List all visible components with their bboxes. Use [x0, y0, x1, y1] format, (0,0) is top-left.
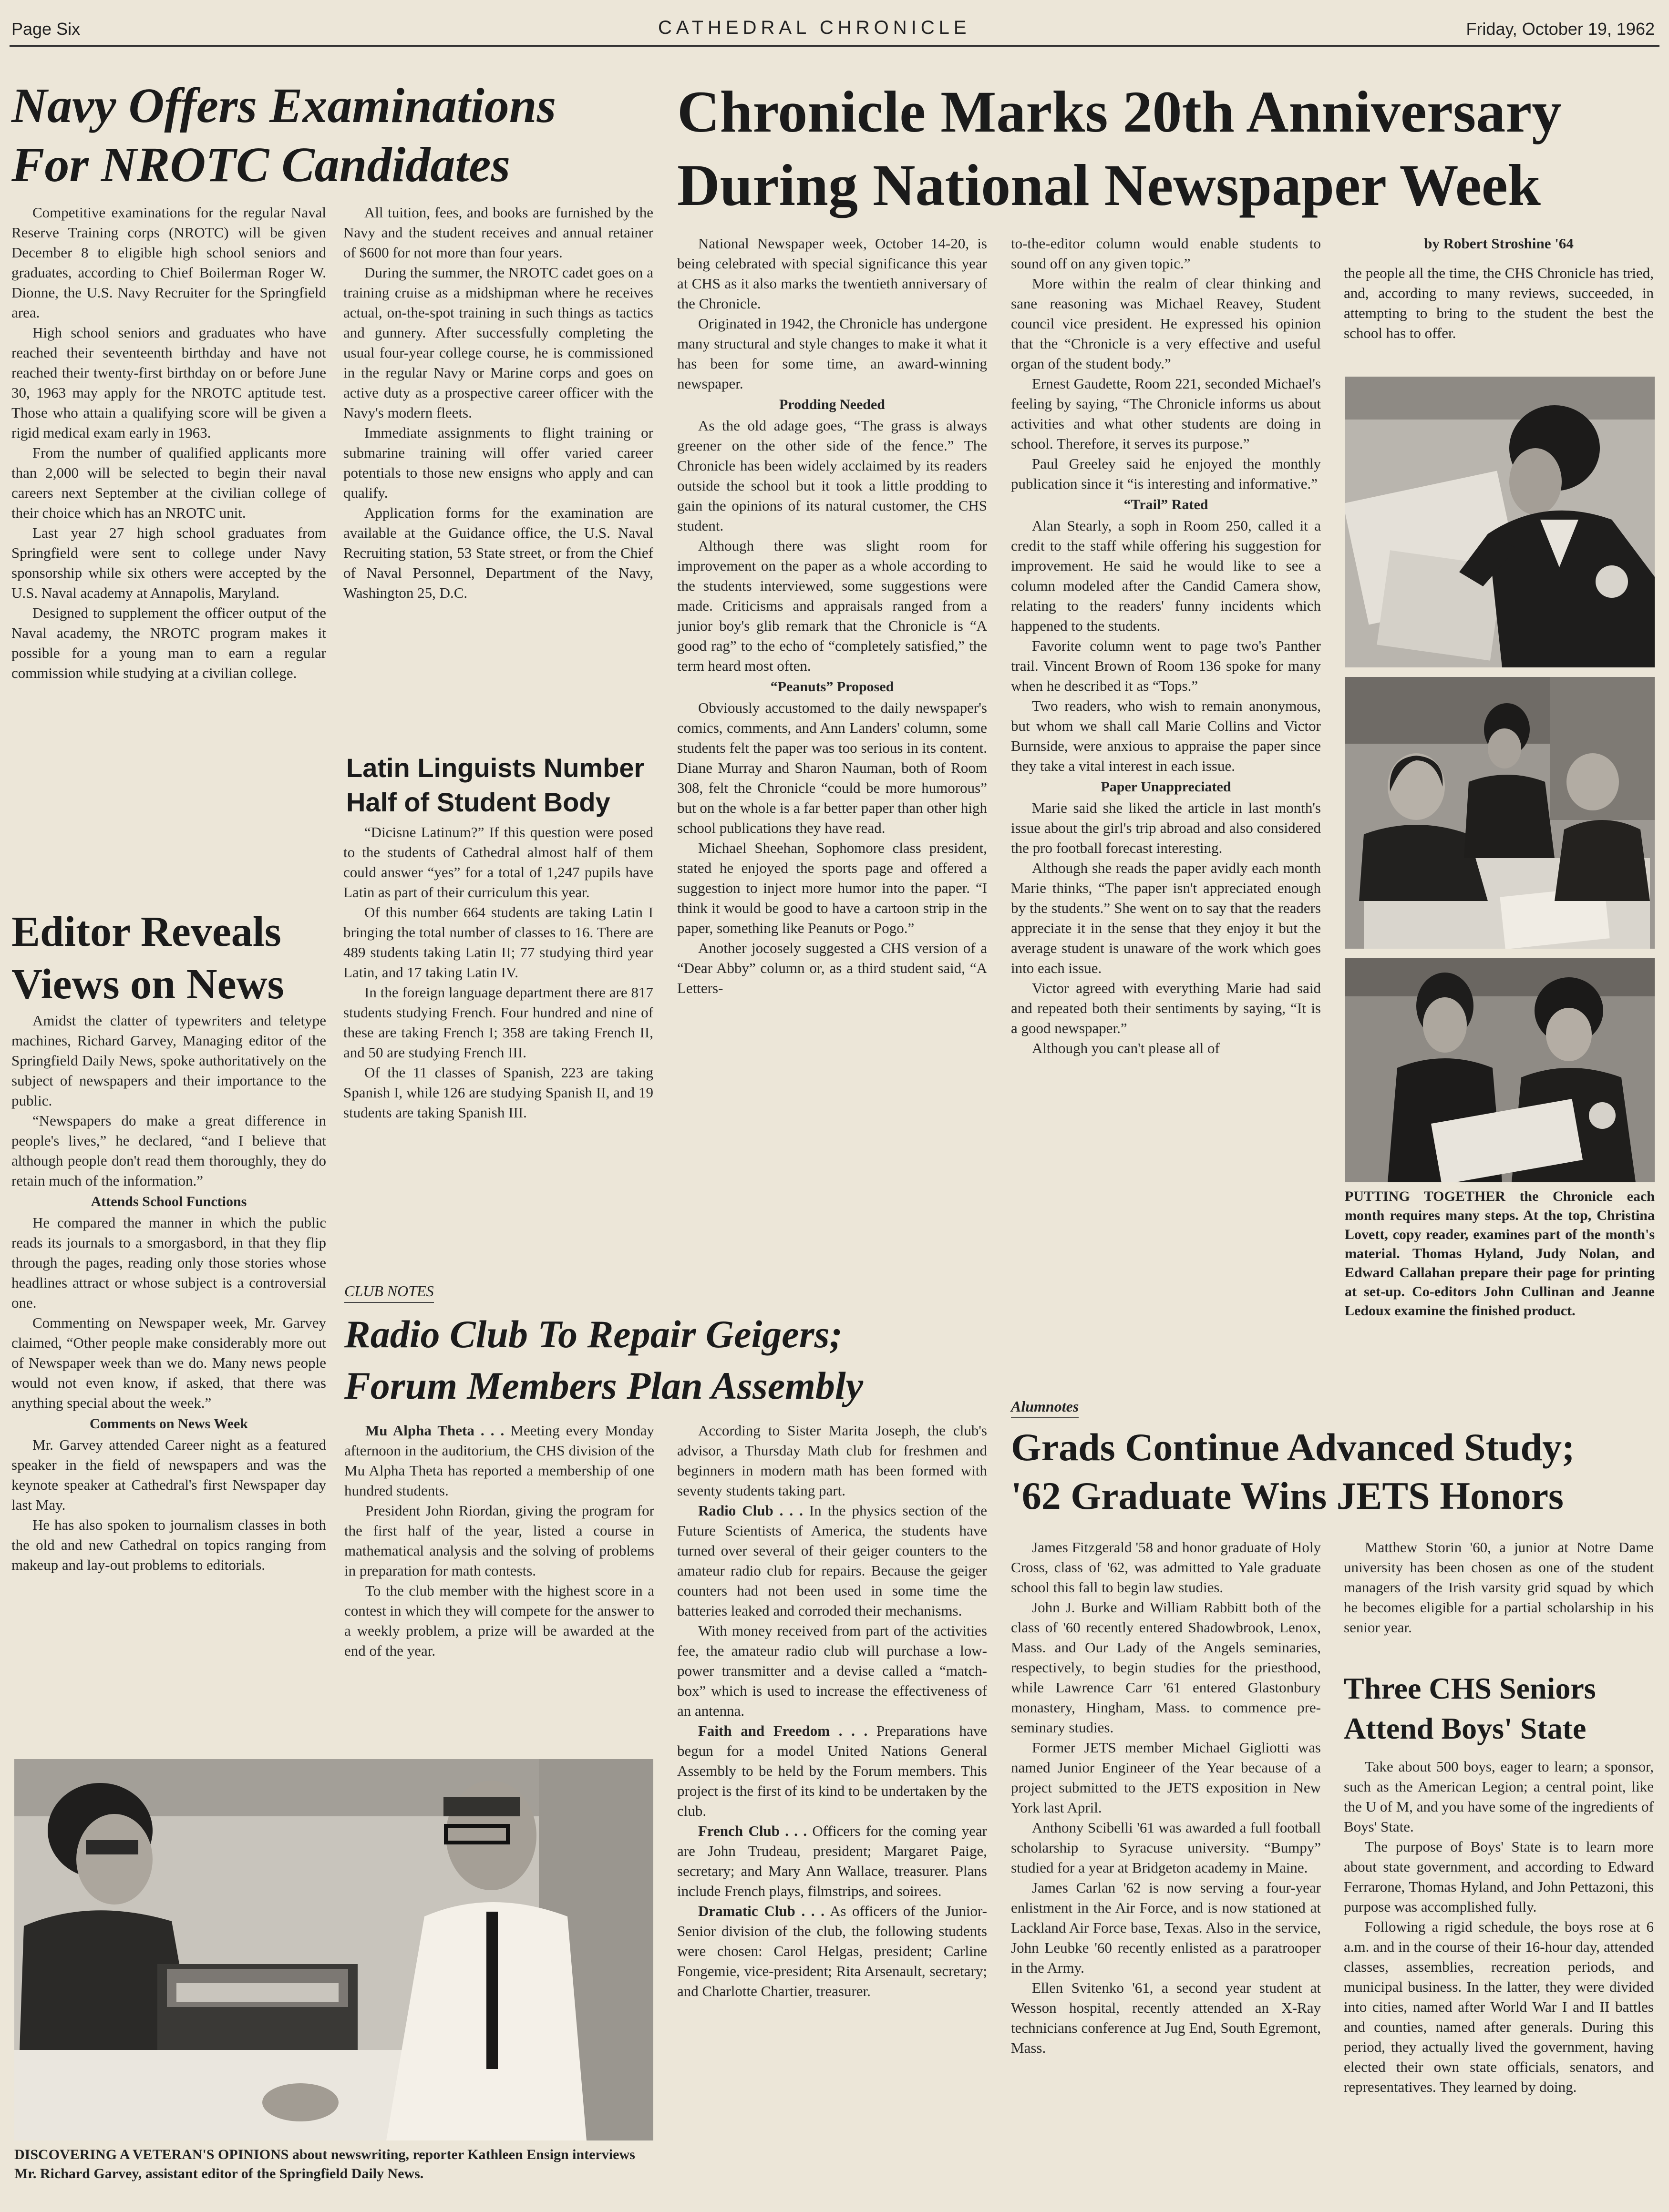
- club-note-text: In the physics section of the Future Scientists of America, the students have turned over several of their geiger counters to the amateur radio club for repairs. Because the geiger counters had not been used in some time the batteries leaked and corroded their mechanisms.: [677, 1502, 987, 1619]
- paragraph: Commenting on Newspaper week, Mr. Garvey claimed, “Other people make considerably more out of Newspaper week than we do. Many news people would not even know, if asked, that there was anything special about the week.”: [11, 1314, 326, 1411]
- paragraph: In the foreign language department there are 817 students studying French. Four hundred and nine of these are taking French I; 358 are taking French II, and 50 are studying French III.: [343, 984, 653, 1061]
- interview-photo-caption: DISCOVERING A VETERAN'S OPINIONS about newswriting, reporter Kathleen Ensign interviews Mr. Richard Garvey, assistant editor of the Springfield Daily News.: [14, 2147, 635, 2181]
- paragraph: Originated in 1942, the Chronicle has undergone many structural and style changes to make it what it has been for some time, an award-winning newspaper.: [677, 315, 987, 392]
- chronicle-headline: [677, 75, 1669, 222]
- paragraph: High school seniors and graduates who have reached their seventeenth birthday and have not reached their twenty-first birthday on or before June 30, 1963 may apply for the NROTC aptitude test. Those who attain a qualifying score will be given a rigid medical exam early in 1963.: [11, 324, 326, 441]
- alum-headline-line1: Grads Continue Advanced Study;: [1011, 1425, 1575, 1469]
- editor-headline: [11, 906, 284, 1011]
- club-note: [344, 1421, 654, 1501]
- paragraph: John J. Burke and William Rabbitt both of the class of '60 recently entered Shadowbrook, Lenox, Mass. and Our Lady of the Angels seminaries, respectively, to begin studies for the priesthood, while Lawrence Carr '61 entered Glastonbury monastery, Hingham, Mass. to commence pre-seminary studies.: [1011, 1599, 1321, 1736]
- paragraph: More within the realm of clear thinking and sane reasoning was Michael Reavey, Student council vice president. He expressed his opinion that the “Chronicle is a very effective and useful organ of the student body.”: [1011, 275, 1321, 372]
- navy-headline: [11, 76, 670, 195]
- club-column-2: [677, 1421, 987, 2001]
- header-rule: [10, 45, 1659, 47]
- paragraph: Immediate assignments to flight training or submarine training will offer varied career potentials to those new ensigns who apply and can qualify.: [343, 424, 653, 501]
- club-note-text: As officers of the Junior-Senior division of the club, the following students were chosen: Carol Helgas, president; Carline Fongemie, vice-president; Rita Arsenault, secretary; and Charlotte Chartier, treasurer.: [677, 1903, 987, 1999]
- paragraph: James Fitzgerald '58 and honor graduate of Holy Cross, class of '62, was admitted to Yale graduate school this fall to begin law studies.: [1011, 1539, 1321, 1596]
- editor-paragraphs-3: [11, 1435, 326, 1575]
- paragraph: Last year 27 high school graduates from Springfield were sent to college under Navy sponsorship while six others were accepted by the U.S. Naval academy at Annapolis, Maryland.: [11, 524, 326, 601]
- navy-column-1: [11, 203, 326, 683]
- club-headline-line2: Forum Members Plan Assembly: [344, 1364, 864, 1407]
- paragraph: Amidst the clatter of typewriters and teletype machines, Richard Garvey, Managing editor of the Springfield Daily News, spoke authoritatively on the subject of newspapers and their importance to the public.: [11, 1012, 326, 1109]
- club-note: [677, 1901, 987, 2001]
- chronicle-column-3-text: the people all the time, the CHS Chronicle has tried, and, according to many reviews, succeeded, in attempting to bring to the student the best the school has to offer.: [1344, 265, 1654, 341]
- paragraph: Obviously accustomed to the daily newspaper's comics, comments, and Ann Landers' column, some students felt the paper was too serious in its content. Diane Murray and Sharon Nauman, both of Room 308, felt the Chronicle “could be more humorous” but on the whole is a far better paper than other high school publications they have read.: [677, 699, 987, 836]
- paragraph: Of the 11 classes of Spanish, 223 are taking Spanish I, while 126 are studying Spanish II, and 19 students are taking Spanish III.: [343, 1064, 653, 1121]
- chronicle-byline: by Robert Stroshine '64: [1424, 235, 1574, 252]
- paragraph: All tuition, fees, and books are furnished by the Navy and the student receives and annual retainer of $600 for not more than four years.: [343, 204, 653, 261]
- editor-paragraphs-1: [11, 1011, 326, 1191]
- club-note-lead: Mu Alpha Theta . . .: [365, 1422, 505, 1439]
- editor-subhead-newsweek: Comments on News Week: [90, 1416, 248, 1432]
- page-number: Page Six: [11, 19, 81, 39]
- navy-headline-line1: Navy Offers Examinations: [11, 78, 556, 133]
- editor-body: [11, 1011, 326, 1575]
- paragraph: Competitive examinations for the regular Naval Reserve Training corps (NROTC) will be given December 8 to eligible high school seniors and graduates, according to Chief Boilerman Roger W. Dionne, the U.S. Navy Recruiter for the Springfield area.: [11, 204, 326, 321]
- subhead: Prodding Needed: [779, 397, 885, 412]
- club-note-text: Preparations have begun for a model United Nations General Assembly to be held by the Forum members. This project is the first of its kind to be undertaken by the club.: [677, 1722, 987, 1819]
- alum-column-2-text: Matthew Storin '60, a junior at Notre Dame university has been chosen as one of the student managers of the Irish varsity grid squad by which he becomes eligible for a partial scholarship in his senior year.: [1344, 1539, 1654, 1636]
- alum-kicker: Alumnotes: [1011, 1398, 1079, 1418]
- paragraph: Mr. Garvey attended Career night as a featured speaker in the field of newspapers and was the keynote speaker at Cathedral's first Newspaper day last May.: [11, 1436, 326, 1513]
- club-note-text: Meeting every Monday afternoon in the auditorium, the CHS division of the Mu Alpha Theta has reported a membership of one hundred students.: [344, 1422, 654, 1499]
- paragraph: Although there was slight room for improvement on the paper as a whole according to the students interviewed, some suggestions were made. Criticisms and appraisals ranged from a junior boy's glib remark that the Chronicle is “A good rag” to the echo of “completely satisfied,” the term heard most often.: [677, 537, 987, 674]
- navy-column-2: [343, 203, 653, 603]
- chronicle-column-3: [1344, 234, 1654, 343]
- club-note: [677, 1721, 987, 1821]
- paragraph: “Dicisne Latinum?” If this question were posed to the students of Cathedral almost half of them could answer “yes” for a total of 1,247 pupils have Latin as part of their curriculum this year.: [343, 824, 653, 901]
- editor-headline-line1: Editor Reveals: [11, 908, 281, 955]
- latin-headline-line1: Latin Linguists Number: [346, 753, 645, 783]
- club-note: [677, 1821, 987, 1901]
- club-note-lead: Radio Club . . .: [698, 1502, 803, 1519]
- paragraph: Marie said she liked the article in last month's issue about the girl's trip abroad and also considered the pro football forecast interesting.: [1011, 799, 1321, 856]
- boys-headline-line1: Three CHS Seniors: [1344, 1671, 1596, 1705]
- latin-headline: [346, 751, 644, 819]
- club-note-lead: Dramatic Club . . .: [698, 1903, 824, 1919]
- club-headline: [344, 1309, 1336, 1412]
- paragraph: “Newspapers do make a great difference in people's lives,” he declared, “and I believe that although people don't read them thoroughly, they do retain much of the information.”: [11, 1112, 326, 1189]
- paragraph: Two readers, who wish to remain anonymous, but whom we shall call Marie Collins and Victor Burnside, were anxious to appraise the paper since they take a vital interest in each issue.: [1011, 697, 1321, 774]
- paragraph: Although you can't please all of: [1032, 1040, 1220, 1056]
- alum-column-1: [1011, 1537, 1321, 2058]
- club-note: [344, 1581, 654, 1661]
- club-kicker: CLUB NOTES: [344, 1282, 434, 1303]
- chronicle-column-2: [1011, 234, 1321, 1058]
- boys-headline: [1344, 1669, 1654, 1749]
- paragraph: The purpose of Boys' State is to learn more about state government, and according to Edward Ferrarone, Thomas Hyland, and John Pettazoni, this purpose was accomplished fully.: [1344, 1838, 1654, 1915]
- club-note-lead: French Club . . .: [698, 1823, 807, 1839]
- club-note-text: To the club member with the highest score in a contest in which they will compete for the answer to a weekly problem, a prize will be awarded at the end of the year.: [344, 1582, 654, 1659]
- paragraph: Take about 500 boys, eager to learn; a sponsor, such as the American Legion; a central point, like the U of M, and you have some of the ingredients of Boys' State.: [1344, 1758, 1654, 1835]
- paragraph: Anthony Scibelli '61 was awarded a full football scholarship to Syracuse university. “Bumpy” studied for a year at Bridgeton academy in Maine.: [1011, 1819, 1321, 1876]
- club-note-text: With money received from part of the activities fee, the amateur radio club will purchase a low-power transmitter and a devise called a “match-box” which is used to increase the effectiveness of an antenna.: [677, 1622, 987, 1719]
- club-note-lead: Faith and Freedom . . .: [698, 1722, 868, 1739]
- editor-headline-line2: Views on News: [11, 961, 284, 1008]
- paragraph: Designed to supplement the officer output of the Naval academy, the NROTC program makes it possible for a young man to earn a regular commission while studying at a civilian college.: [11, 604, 326, 681]
- chronicle-column-1: [677, 234, 987, 998]
- club-headline-line1: Radio Club To Repair Geigers;: [344, 1312, 843, 1356]
- paragraph: Victor agreed with everything Marie had said and repeated both their sentiments by saying, “It is a good newspaper.”: [1011, 980, 1321, 1036]
- paragraph: Alan Stearly, a soph in Room 250, called it a credit to the staff while offering his suggestion for improvement. He said he would like to see a column modeled after the Candid Camera show, relating to the readers' funny incidents which happened to the students.: [1011, 517, 1321, 634]
- editor-paragraphs-2: [11, 1213, 326, 1413]
- alum-headline-line2: '62 Graduate Wins JETS Honors: [1011, 1474, 1564, 1517]
- navy-headline-line2: For NROTC Candidates: [11, 137, 510, 192]
- club-note-text: Officers for the coming year are John Trudeau, president; Margaret Paige, secretary; and Mary Ann Wallace, treasurer. Plans include French plays, filmstrips, and soirees.: [677, 1823, 987, 1899]
- paragraph: Of this number 664 students are taking Latin I bringing the total number of classes to 16. There are 489 students taking Latin II; 77 studying third year Latin, and 17 taking Latin IV.: [343, 904, 653, 981]
- club-note: [677, 1621, 987, 1721]
- paragraph: Following a rigid schedule, the boys rose at 6 a.m. and in the course of their 16-hour day, attended classes, assemblies, recreation periods, and municipal business. In the latter, they were divided into cities, named after World War I and II battles and counties, named after generals. During this period, they actually lived the government, having elected their own state officials, senators, and representatives. They learned by doing.: [1344, 1918, 1654, 2095]
- photo-set-up: [1345, 677, 1655, 949]
- chronicle-headline-line1: Chronicle Marks 20th Anniversary: [677, 79, 1562, 144]
- paragraph: to-the-editor column would enable students to sound off on any given topic.”: [1011, 235, 1321, 272]
- paragraph: He has also spoken to journalism classes in both the old and new Cathedral on topics ranging from makeup and lay-out problems to editorials.: [11, 1516, 326, 1573]
- paragraph: Although she reads the paper avidly each month Marie thinks, “The paper isn't appreciated enough by the students.” She went on to say that the readers appreciate it in the sense that they enjoy it but the average student is unaware of the work which goes into each issue.: [1011, 860, 1321, 976]
- subhead: “Trail” Rated: [1123, 497, 1208, 512]
- paragraph: Another jocosely suggested a CHS version of a “Dear Abby” column or, as a third student said, “A Letters-: [677, 940, 987, 996]
- paragraph: Ellen Svitenko '61, a second year student at Wesson hospital, recently attended an X-Ray technicians conference at Jug End, South Egremont, Mass.: [1011, 1979, 1321, 2056]
- subhead: “Peanuts” Proposed: [770, 679, 894, 695]
- photo-co-editors: [1345, 958, 1655, 1182]
- club-note: [677, 1421, 987, 1501]
- boys-headline-line2: Attend Boys' State: [1344, 1711, 1587, 1745]
- paragraph: As the old adage goes, “The grass is always greener on the other side of the fence.” The Chronicle has been widely acclaimed by its readers outside the school but it took a little prodding to gain the opinions of its natural customer, the CHS student.: [677, 417, 987, 534]
- club-note: [344, 1501, 654, 1581]
- paragraph: James Carlan '62 is now serving a four-year enlistment in the Air Force, and is now stationed at Lackland Air Force base, Texas. Also in the service, John Leubke '60 recently enlisted as a paratrooper in the Army.: [1011, 1879, 1321, 1976]
- chronicle-photo-caption: PUTTING TOGETHER the Chronicle each month requires many steps. At the top, Christina Lovett, copy reader, examines part of the month's material. Thomas Hyland, Judy Nolan, and Edward Callahan prepare their page for printing at set-up. Co-editors John Cullinan and Jeanne Ledoux examine the finished product.: [1345, 1188, 1655, 1319]
- latin-headline-line2: Half of Student Body: [346, 787, 610, 817]
- club-note-text: According to Sister Marita Joseph, the club's advisor, a Thursday Math club for freshmen and beginners in modern math has been formed with seventy students taking part.: [677, 1422, 987, 1499]
- photo-interview: [14, 1759, 653, 2140]
- paragraph: From the number of qualified applicants more than 2,000 will be selected to begin their naval careers next September at the civilian college of their choice which has an NROTC unit.: [11, 444, 326, 521]
- club-note-text: President John Riordan, giving the program for the first half of the year, listed a course in mathematical analysis and the solving of problems in preparation for math contests.: [344, 1502, 654, 1579]
- paragraph: Michael Sheehan, Sophomore class president, stated he enjoyed the sports page and offered a suggestion to inject more humor into the paper. “I think it would be good to have a cartoon strip in the paper, something like Peanuts or Pogo.”: [677, 840, 987, 936]
- paragraph: Former JETS member Michael Gigliotti was named Junior Engineer of the Year because of a project submitted to the JETS exposition in New York last April.: [1011, 1739, 1321, 1816]
- paragraph: Paul Greeley said he enjoyed the monthly publication since it “is interesting and informative.”: [1011, 455, 1321, 492]
- paragraph: Favorite column went to page two's Panther trail. Vincent Brown of Room 136 spoke for many when he described it as “Tops.”: [1011, 637, 1321, 694]
- latin-body: [343, 822, 653, 1123]
- paragraph: He compared the manner in which the public reads its journals to a smorgasbord, in that they flip through the pages, reading only those stories whose headlines attract or whose subject is a controversial one.: [11, 1214, 326, 1311]
- chronicle-headline-line2: During National Newspaper Week: [677, 153, 1541, 218]
- alum-column-2: [1344, 1537, 1654, 1638]
- alum-headline: [1011, 1423, 1669, 1520]
- photo-copy-reader: [1345, 377, 1655, 667]
- masthead: CATHEDRAL CHRONICLE: [658, 17, 971, 38]
- paragraph: During the summer, the NROTC cadet goes on a training cruise as a midshipman where he receives actual, on-the-spot training in such things as tactics and gunnery. After successfully completing the usual four-year college course, he is commissioned in the regular Navy or Marine corps and goes on active duty as a prospective career officer with the Navy's modern fleets.: [343, 264, 653, 421]
- editor-subhead-functions: Attends School Functions: [91, 1194, 247, 1209]
- club-note: [677, 1501, 987, 1621]
- subhead: Paper Unappreciated: [1101, 779, 1231, 795]
- paragraph: Ernest Gaudette, Room 221, seconded Michael's feeling by saying, “The Chronicle informs us about activities and what other students are doing in school. Therefore, it serves its purpose.”: [1011, 375, 1321, 452]
- paragraph: National Newspaper week, October 14-20, is being celebrated with special significance this year at CHS as it also marks the twentieth anniversary of the Chronicle.: [677, 235, 987, 312]
- club-column-1: [344, 1421, 654, 1661]
- boys-body: [1344, 1757, 1654, 2097]
- issue-date: Friday, October 19, 1962: [1466, 19, 1655, 39]
- paragraph: Application forms for the examination are available at the Guidance office, the U.S. Naval Recruiting station, 53 State street, or from the Chief of Naval Personnel, Department of the Navy, Washington 25, D.C.: [343, 504, 653, 601]
